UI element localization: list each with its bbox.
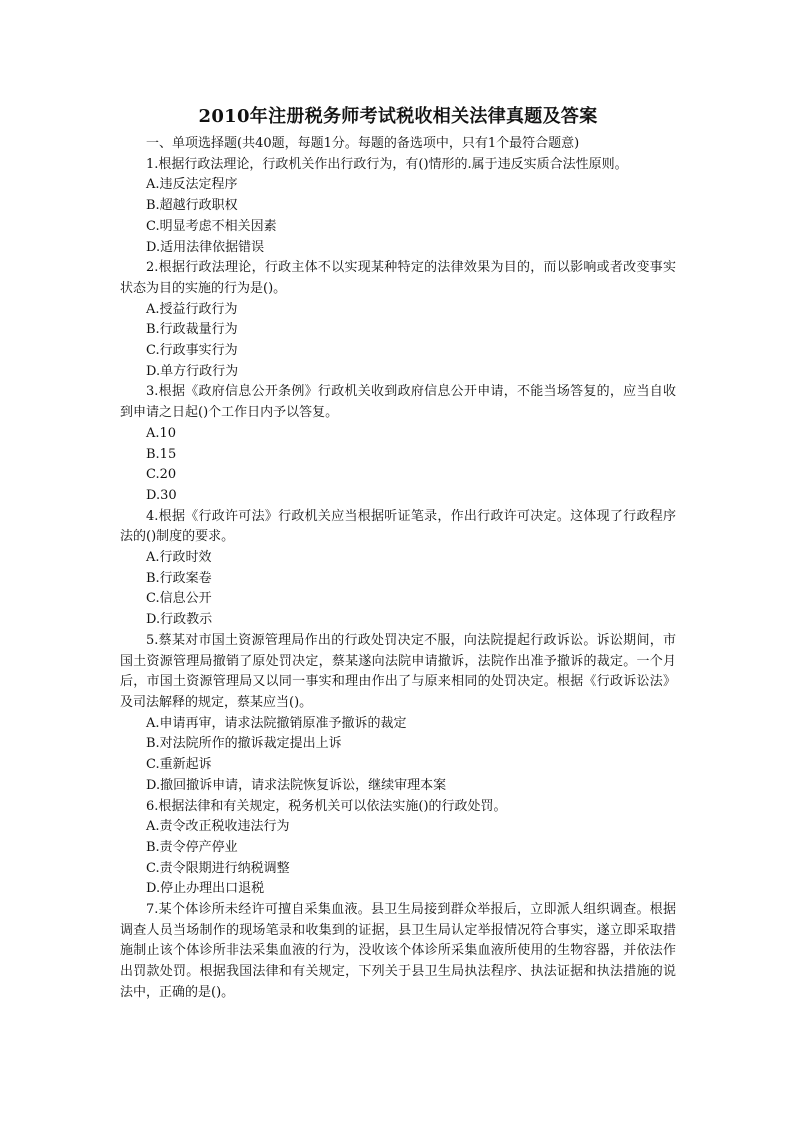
- option-a: A.行政时效: [146, 550, 212, 566]
- option-a: A.违反法定程序: [146, 177, 238, 193]
- option-c: C.责令限期进行纳税调整: [146, 860, 290, 876]
- option-a: A.授益行政行为: [146, 301, 238, 317]
- question-text: 1.根据行政法理论，行政机关作出行政行为，有()情形的.属于违反实质合法性原则。: [146, 156, 628, 172]
- question-4: [120, 507, 676, 631]
- option-b: B.对法院所作的撤诉裁定提出上诉: [146, 736, 342, 752]
- question-text: 4.根据《行政许可法》行政机关应当根据听证笔录，作出行政许可决定。这体现了行政程序法的()制度的要求。: [120, 508, 676, 545]
- option-c: C.行政事实行为: [146, 343, 238, 359]
- section-heading: 一、单项选择题(共40题，每题1分。每题的备选项中，只有1个最符合题意): [146, 136, 580, 151]
- option-c: C.明显考虑不相关因素: [146, 218, 277, 234]
- option-a: A.责令改正税收违法行为: [146, 819, 290, 835]
- question-2: [120, 258, 676, 382]
- option-c: C.重新起诉: [146, 757, 212, 773]
- document-title: 2010年注册税务师考试税收相关法律真题及答案: [198, 106, 598, 127]
- question-text: 5.蔡某对市国土资源管理局作出的行政处罚决定不服，向法院提起行政诉讼。诉讼期间，市国土资源管理局撤销了原处罚决定，蔡某遂向法院申请撤诉，法院作出准予撤诉的裁定。一个月后，市国土资源管理局又以同一事实和理由作出了与原来相同的处罚决定。根据《行政诉讼法》及司法解释的规定，蔡某应当()。: [120, 632, 676, 710]
- question-1: [120, 155, 676, 259]
- document-page: [120, 104, 676, 1004]
- question-text: 2.根据行政法理论，行政主体不以实现某种特定的法律效果为目的，而以影响或者改变事实状态为目的实施的行为是()。: [120, 260, 676, 296]
- option-c: C.20: [146, 467, 177, 483]
- option-d: D.行政教示: [146, 612, 213, 628]
- option-d: D.单方行政行为: [146, 363, 239, 379]
- question-7: [120, 900, 676, 1004]
- question-6: [120, 797, 676, 901]
- option-d: D.30: [146, 487, 177, 503]
- option-a: A.申请再审，请求法院撤销原准予撤诉的裁定: [146, 715, 407, 731]
- option-b: B.行政案卷: [146, 570, 212, 586]
- option-b: B.责令停产停业: [146, 839, 238, 855]
- option-b: B.15: [146, 446, 177, 462]
- option-b: B.超越行政职权: [146, 198, 238, 214]
- option-a: A.10: [146, 425, 177, 441]
- option-d: D.撤回撤诉申请，请求法院恢复诉讼，继续审理本案: [146, 777, 447, 793]
- question-3: [120, 382, 676, 506]
- question-text: 6.根据法律和有关规定，税务机关可以依法实施()的行政处罚。: [146, 798, 507, 814]
- question-5: [120, 631, 676, 797]
- question-text: 7.某个体诊所未经许可擅自采集血液。县卫生局接到群众举报后，立即派人组织调查。根据调查人员当场制作的现场笔录和收集到的证据，县卫生局认定举报情况符合事实，遂立即采取措施制止该个体诊所非法采集血液的行为，没收该个体诊所采集血液所使用的生物容器，并依法作出罚款处罚。根据我国法律和有关规定，下列关于县卫生局执法程序、执法证据和执法措施的说法中，正确的是()。: [120, 902, 676, 1000]
- option-c: C.信息公开: [146, 591, 212, 607]
- question-text: 3.根据《政府信息公开条例》行政机关收到政府信息公开申请，不能当场答复的，应当自收到申请之日起()个工作日内予以答复。: [120, 384, 676, 421]
- option-d: D.适用法律依据错误: [146, 239, 265, 255]
- option-b: B.行政裁量行为: [146, 322, 238, 338]
- option-d: D.停止办理出口退税: [146, 881, 265, 897]
